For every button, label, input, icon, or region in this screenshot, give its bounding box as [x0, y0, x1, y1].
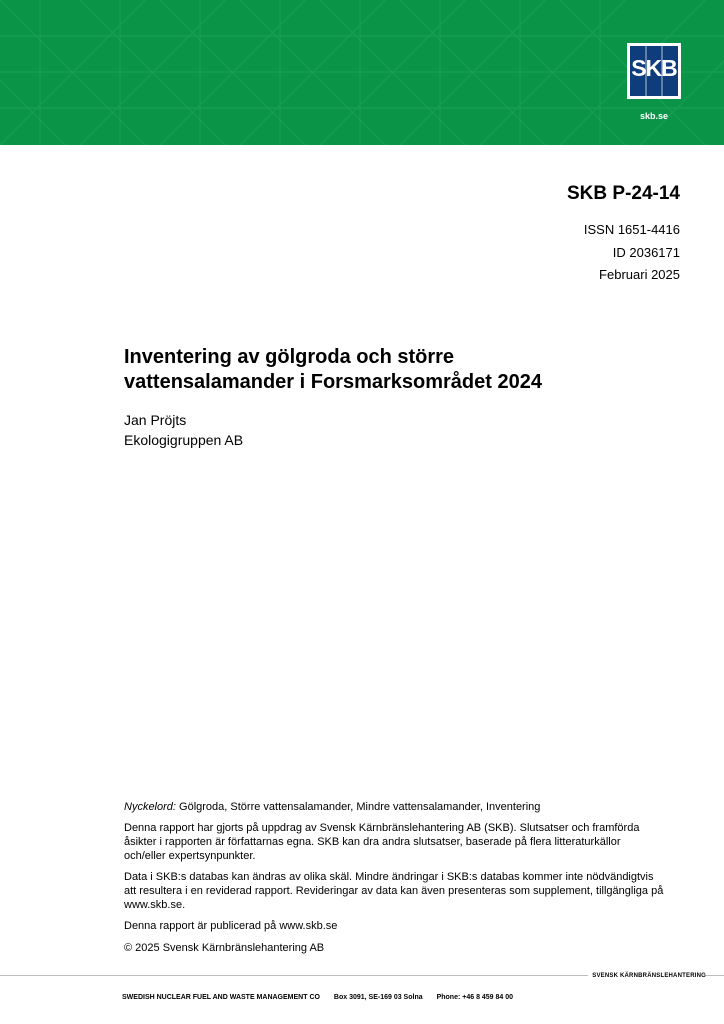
skb-logo[interactable] [627, 43, 681, 99]
skb-logo-inner [630, 46, 678, 96]
published-note: Denna rapport är publicerad på www.skb.se [124, 920, 338, 932]
company-address: Box 3091, SE-169 03 Solna [333, 994, 423, 1001]
disclaimer-paragraph [124, 821, 664, 863]
title-line-2: vattensalamander i Forsmarksområdet 2024 [124, 371, 542, 393]
database-text: Data i SKB:s databas kan ändras av olika skäl. Mindre ändringar i SKB:s databas kommer inte nödvändigtvis att resultera i en reviderad rapport. Revideringar av data kan även presenteras som supplement, tillgängliga på www.skb.se. [124, 871, 664, 911]
company-tag: SVENSK KÄRNBRÄNSLEHANTERING [588, 973, 706, 979]
author-organization: Ekologigruppen AB [124, 432, 244, 448]
issn: ISSN 1651-4416 [583, 222, 680, 237]
publication-date: Februari 2025 [599, 267, 680, 282]
banner-pattern [0, 0, 724, 145]
database-paragraph [124, 870, 664, 912]
disclaimer-text: Denna rapport har gjorts på uppdrag av Svensk Kärnbränslehantering AB (SKB). Slutsatser och framförda åsikter i rapporten är författarnas egna. SKB kan dra andra slutsatser, baserade på flera litteraturkällor och/eller expertsynpunkter. [124, 822, 640, 862]
author-name: Jan Pröjts [124, 412, 187, 428]
skb-logo-text: SKB [631, 55, 677, 81]
keywords-list: Gölgroda, Större vattensalamander, Mindre vattensalamander, Inventering [179, 801, 541, 813]
keywords [124, 800, 664, 814]
keywords-label: Nyckelord: [124, 801, 176, 813]
company-name-en: SWEDISH NUCLEAR FUEL AND WASTE MANAGEMENT CO [122, 994, 320, 1001]
header-banner [0, 0, 724, 145]
title-line-1: Inventering av gölgroda och större [124, 346, 455, 368]
company-phone: Phone: +46 8 459 84 00 [436, 994, 514, 1001]
document-id: ID 2036171 [612, 245, 680, 260]
copyright: © 2025 Svensk Kärnbränslehantering AB [124, 942, 325, 954]
report-title [124, 345, 644, 395]
skb-url[interactable]: skb.se [639, 111, 669, 121]
report-number: SKB P-24-14 [567, 183, 680, 204]
company-contact [122, 994, 525, 1001]
